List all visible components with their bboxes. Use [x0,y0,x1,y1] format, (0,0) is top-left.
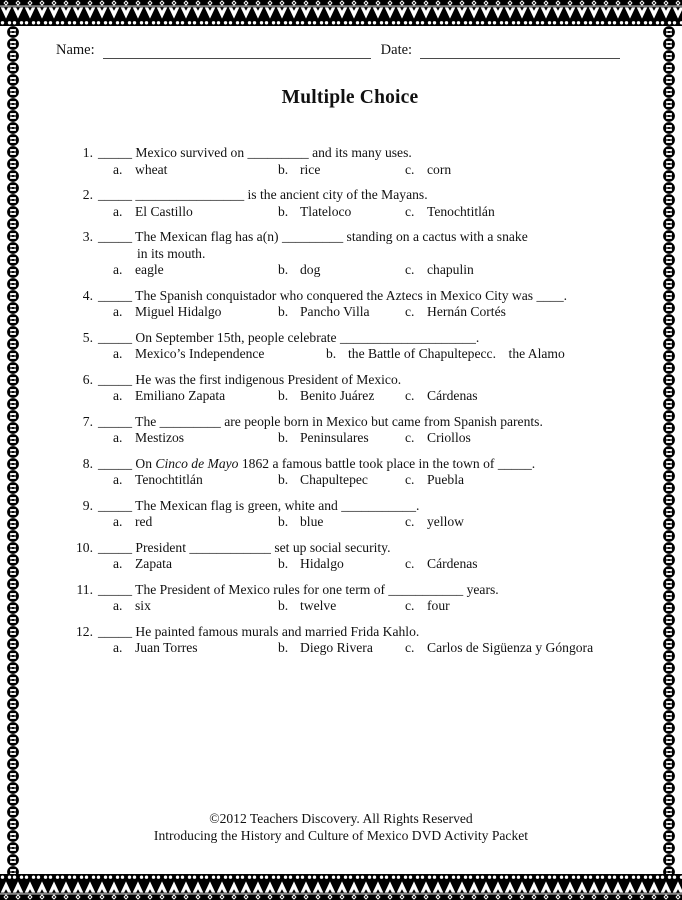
option-c [405,514,464,531]
option-letter: b. [278,430,289,445]
copyright-line: ©2012 Teachers Discovery. All Rights Reserved [209,811,473,826]
option-a [113,346,326,363]
question-item-6 [56,372,644,405]
options-row [113,514,644,531]
question-item-4 [56,288,644,321]
option-text: Hidalgo [300,556,344,571]
question-item-11 [56,582,644,615]
option-text: Peninsulares [300,430,369,445]
options-row [113,472,644,489]
question-item-2 [56,187,644,220]
option-text: blue [300,514,324,529]
question-item-12 [56,624,644,657]
option-letter: b. [278,598,289,613]
option-a [113,162,278,179]
question-text-italic: Cinco de Mayo [155,455,239,471]
copyright-footer [26,811,656,844]
question-text-pre: _____ On [98,455,156,471]
option-letter: b. [278,203,289,219]
question-number: 3. [82,229,93,244]
option-text: Juan Torres [135,640,198,655]
option-b [278,514,405,531]
option-b [278,556,405,573]
question-item-10 [56,540,644,573]
option-b [278,430,405,447]
name-label: Name: [56,42,95,58]
option-letter: a. [113,640,123,655]
option-a [113,514,278,531]
question-text: _____ The Spanish conquistador who conquered the Aztecs in Mexico City was ____. [98,287,568,303]
option-c [405,262,474,279]
option-c [405,472,464,489]
question-text: _____ The President of Mexico rules for one term of ___________ years. [98,581,499,597]
option-letter: b. [326,346,337,361]
option-text: Miguel Hidalgo [135,304,222,319]
option-letter: b. [278,262,289,277]
option-b [278,640,405,657]
option-letter: a. [113,346,123,361]
option-text: six [135,598,151,613]
option-b [278,204,405,221]
option-text: red [135,514,153,529]
option-letter: b. [278,304,289,319]
option-letter: c. [405,388,415,403]
option-text: Carlos de Sigüenza y Góngora [427,640,594,655]
option-text: yellow [427,514,464,529]
option-text: Diego Rivera [300,640,373,655]
option-letter: c. [405,161,415,177]
option-letter: b. [278,556,289,571]
question-list [56,145,644,657]
question-text: _____ On September 15th, people celebrate ____________________. [98,329,480,345]
option-a [113,204,278,221]
option-text: Mestizos [135,430,185,445]
option-text: eagle [135,262,164,277]
question-item-5 [56,330,644,363]
option-letter: c. [405,556,415,571]
options-row [113,388,644,405]
question-text: _____ He painted famous murals and married Frida Kahlo. [98,623,420,639]
question-text: _____ ________________ is the ancient city of the Mayans. [98,187,428,202]
options-row [113,346,644,363]
options-row [113,262,644,279]
option-letter: a. [113,304,123,319]
option-letter: c. [405,514,415,529]
option-letter: c. [405,304,415,319]
option-letter: a. [113,262,123,277]
option-text: El Castillo [135,203,193,219]
question-item-7 [56,414,644,447]
option-letter: c. [405,640,415,655]
question-number: 9. [82,497,93,513]
option-a [113,598,278,615]
option-letter: b. [278,472,289,487]
option-letter: c. [405,472,415,487]
option-letter: a. [113,556,123,571]
question-item-3 [56,229,644,279]
option-letter: a. [113,388,123,403]
option-letter: a. [113,514,123,529]
question-number: 5. [82,329,93,345]
option-letter: b. [278,640,289,655]
option-text: Emiliano Zapata [135,388,226,403]
option-c [405,388,478,405]
option-a [113,430,278,447]
question-item-1 [56,145,644,178]
option-text: Pancho Villa [300,304,370,319]
option-a [113,556,278,573]
date-blank-line [420,43,620,59]
border-top-pattern [0,0,682,26]
option-text: Chapultepec [300,472,368,487]
question-number: 8. [82,455,93,471]
option-c [405,598,450,615]
option-a [113,388,278,405]
option-letter: c. [405,203,415,219]
option-letter: a. [113,598,123,613]
option-letter: c. [405,262,415,277]
option-b [278,598,405,615]
question-text-line2: in its mouth. [137,245,206,261]
option-text: Zapata [135,556,172,571]
question-number: 11. [76,581,93,597]
question-number: 1. [82,145,93,160]
question-text: _____ He was the first indigenous President of Mexico. [98,371,402,387]
option-text: four [427,598,450,613]
option-letter: b. [278,514,289,529]
question-number: 6. [82,371,93,387]
option-letter: a. [113,430,123,445]
question-number: 10. [76,539,93,555]
question-number: 12. [76,623,93,639]
question-text-post: 1862 a famous battle took place in the town of _____. [238,455,536,471]
option-letter: a. [113,161,123,177]
question-text: _____ Mexico survived on _________ and its many uses. [98,145,412,160]
option-text: the Alamo [508,346,565,361]
option-text: rice [300,161,321,177]
question-text [98,456,535,473]
border-right-chain [656,26,682,874]
option-letter: a. [113,472,123,487]
option-c [405,556,478,573]
option-c [405,162,451,179]
question-text: _____ The Mexican flag has a(n) _________ standing on a cactus with a snake [98,229,528,244]
option-text: Criollos [427,430,471,445]
option-a [113,640,278,657]
option-c [405,430,471,447]
question-number: 7. [82,413,93,429]
option-c [487,346,565,363]
border-left-chain [0,26,26,874]
border-bottom-pattern [0,874,682,900]
option-letter: a. [113,203,123,219]
option-a [113,304,278,321]
option-text: wheat [135,161,168,177]
option-letter: c. [405,430,415,445]
option-letter: c. [486,346,496,361]
question-text: _____ President ____________ set up social security. [98,539,391,555]
option-b [278,262,405,279]
options-row [113,640,644,657]
option-text: corn [427,161,452,177]
options-row [113,304,644,321]
option-text: the Battle of Chapultepec [348,346,487,361]
option-text: Tenochtitlán [135,472,203,487]
option-b [278,388,405,405]
date-label: Date: [380,42,413,58]
options-row [113,162,644,179]
option-b [278,472,405,489]
options-row [113,204,644,221]
option-b [278,304,405,321]
options-row [113,598,644,615]
option-letter: b. [278,161,289,177]
option-b [278,162,405,179]
option-b [326,346,487,363]
worksheet-page [26,26,656,874]
question-item-9 [56,498,644,531]
option-a [113,262,278,279]
option-text: Hernán Cortés [427,304,506,319]
option-text: twelve [300,598,337,613]
option-text: Benito Juárez [300,388,375,403]
question-text: _____ The _________ are people born in Mexico but came from Spanish parents. [98,413,543,429]
option-c [405,640,593,657]
option-letter: c. [405,598,415,613]
question-text: _____ The Mexican flag is green, white and ___________. [98,497,420,513]
option-a [113,472,278,489]
option-text: Cárdenas [427,388,478,403]
options-row [113,556,644,573]
option-c [405,204,495,221]
name-date-row [56,42,644,59]
option-c [405,304,506,321]
question-number: 4. [82,287,93,303]
option-text: chapulin [427,262,474,277]
question-item-8 [56,456,644,489]
option-text: Mexico’s Independence [135,346,265,361]
option-letter: b. [278,388,289,403]
option-text: Cárdenas [427,556,478,571]
option-text: Tenochtitlán [427,203,495,219]
option-text: dog [300,262,321,277]
worksheet-title: Multiple Choice [281,87,419,108]
packet-title-line: Introducing the History and Culture of Mexico DVD Activity Packet [153,827,529,843]
option-text: Puebla [427,472,464,487]
name-blank-line [103,43,371,59]
options-row [113,430,644,447]
question-number: 2. [82,187,93,202]
option-text: Tlateloco [300,203,352,219]
